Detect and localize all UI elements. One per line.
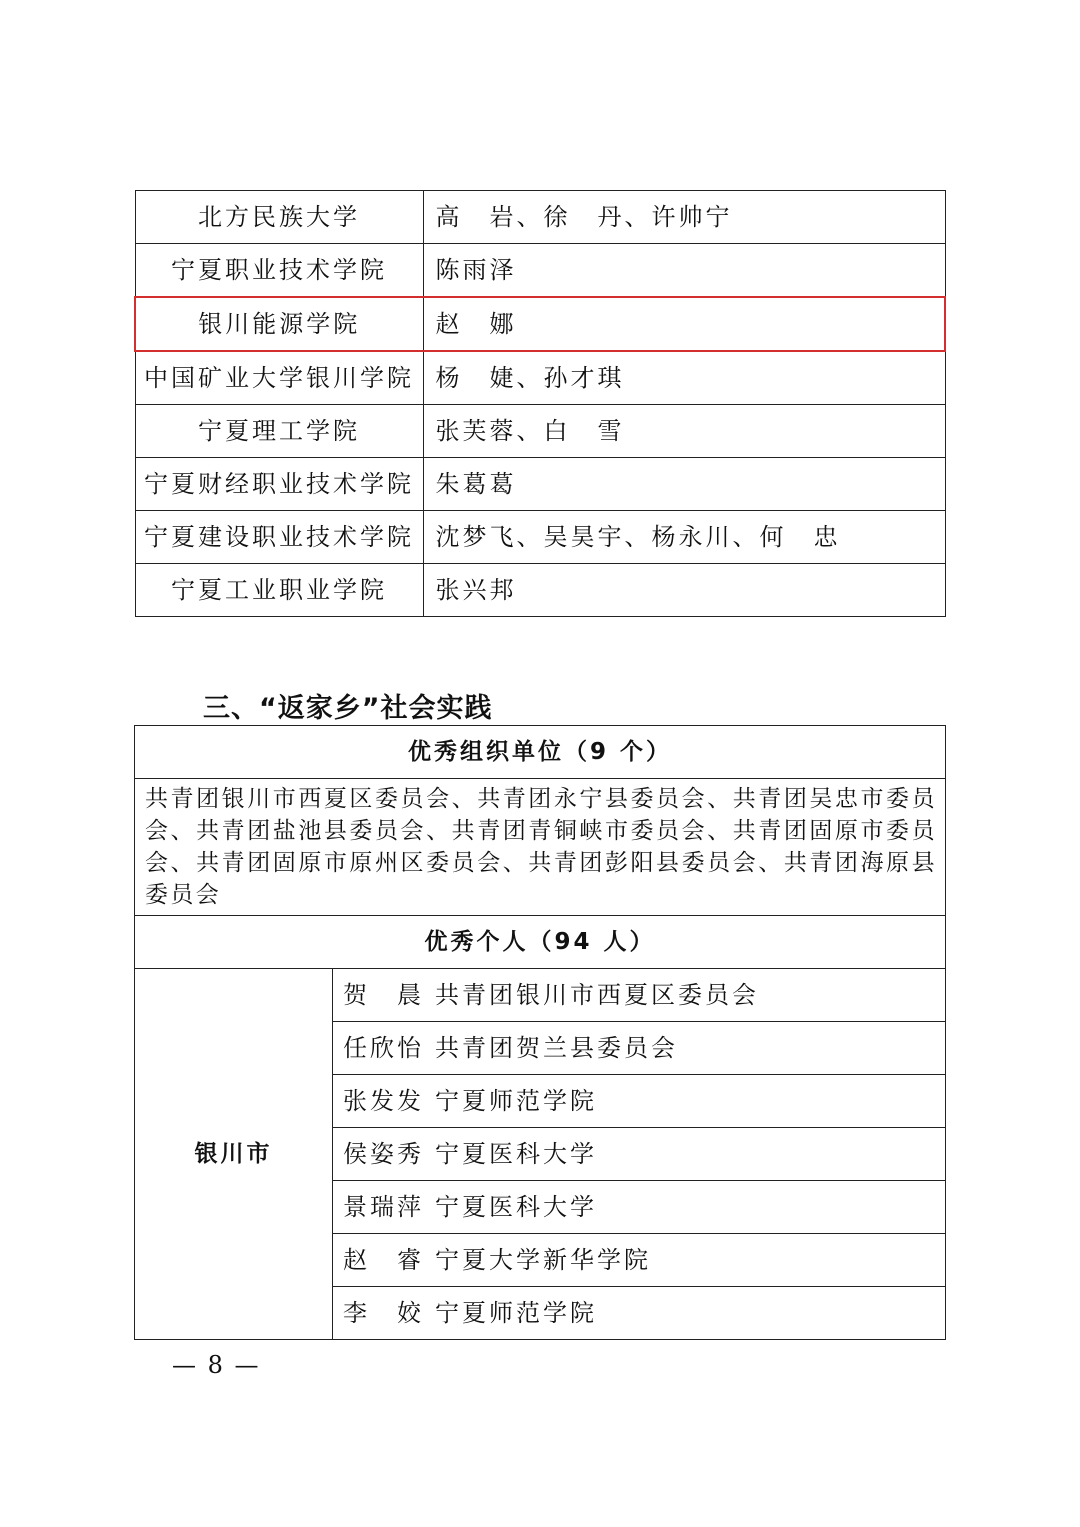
org-cell: 宁夏建设职业技术学院 bbox=[135, 511, 423, 564]
table-row bbox=[135, 564, 945, 617]
names-cell: 杨 婕、孙才琪 bbox=[423, 351, 945, 405]
org-cell: 宁夏理工学院 bbox=[135, 405, 423, 458]
person-name: 贺 晨 bbox=[343, 981, 424, 1009]
names-cell: 沈梦飞、吴昊宇、杨永川、何 忠 bbox=[423, 511, 945, 564]
person-name: 侯姿秀 bbox=[343, 1140, 424, 1168]
person-unit: 宁夏医科大学 bbox=[435, 1193, 597, 1221]
person-unit: 宁夏大学新华学院 bbox=[435, 1246, 651, 1274]
table-row bbox=[135, 969, 946, 1022]
person-unit: 宁夏医科大学 bbox=[435, 1140, 597, 1168]
person-unit: 宁夏师范学院 bbox=[435, 1087, 597, 1115]
org-cell: 宁夏工业职业学院 bbox=[135, 564, 423, 617]
table-row bbox=[135, 405, 945, 458]
person-cell bbox=[333, 1287, 946, 1340]
names-cell: 陈雨泽 bbox=[423, 244, 945, 298]
person-unit: 宁夏师范学院 bbox=[435, 1299, 597, 1327]
person-name: 李 姣 bbox=[343, 1299, 424, 1327]
person-cell bbox=[333, 1234, 946, 1287]
org-cell: 中国矿业大学银川学院 bbox=[135, 351, 423, 405]
org-cell: 宁夏职业技术学院 bbox=[135, 244, 423, 298]
page-number: — 8 — bbox=[172, 1351, 261, 1379]
units-header: 优秀组织单位（9 个） bbox=[135, 726, 946, 779]
section-heading: 三、“返家乡”社会实践 bbox=[203, 693, 493, 724]
table-row bbox=[135, 351, 945, 405]
person-name: 张发发 bbox=[343, 1087, 424, 1115]
units-list: 共青团银川市西夏区委员会、共青团永宁县委员会、共青团吴忠市委员会、共青团盐池县委员会、共青团青铜峡市委员会、共青团固原市委员会、共青团固原市原州区委员会、共青团彭阳县委员会、共青团海原县委员会 bbox=[135, 779, 946, 916]
table-row bbox=[135, 244, 945, 298]
person-name: 任欣怡 bbox=[343, 1034, 424, 1062]
org-cell: 宁夏财经职业技术学院 bbox=[135, 458, 423, 511]
table-row-highlighted bbox=[135, 297, 945, 351]
person-cell bbox=[333, 969, 946, 1022]
person-unit: 共青团贺兰县委员会 bbox=[435, 1034, 678, 1062]
table-row bbox=[135, 779, 946, 916]
person-cell bbox=[333, 1128, 946, 1181]
person-cell bbox=[333, 1181, 946, 1234]
person-cell bbox=[333, 1022, 946, 1075]
names-cell: 张芙蓉、白 雪 bbox=[423, 405, 945, 458]
names-cell: 高 岩、徐 丹、许帅宁 bbox=[423, 191, 945, 244]
org-cell: 北方民族大学 bbox=[135, 191, 423, 244]
table-row bbox=[135, 458, 945, 511]
org-cell: 银川能源学院 bbox=[135, 297, 423, 351]
award-table-bottom bbox=[134, 725, 946, 1340]
table-row bbox=[135, 191, 945, 244]
names-cell: 朱葛葛 bbox=[423, 458, 945, 511]
award-table-top bbox=[134, 190, 946, 617]
person-name: 赵 睿 bbox=[343, 1246, 424, 1274]
table-row bbox=[135, 511, 945, 564]
individuals-header: 优秀个人（94 人） bbox=[135, 916, 946, 969]
names-cell: 赵 娜 bbox=[423, 297, 945, 351]
names-cell: 张兴邦 bbox=[423, 564, 945, 617]
table-row bbox=[135, 726, 946, 779]
person-unit: 共青团银川市西夏区委员会 bbox=[435, 981, 759, 1009]
table-row bbox=[135, 916, 946, 969]
person-cell bbox=[333, 1075, 946, 1128]
region-cell: 银川市 bbox=[135, 969, 333, 1340]
person-name: 景瑞萍 bbox=[343, 1193, 424, 1221]
